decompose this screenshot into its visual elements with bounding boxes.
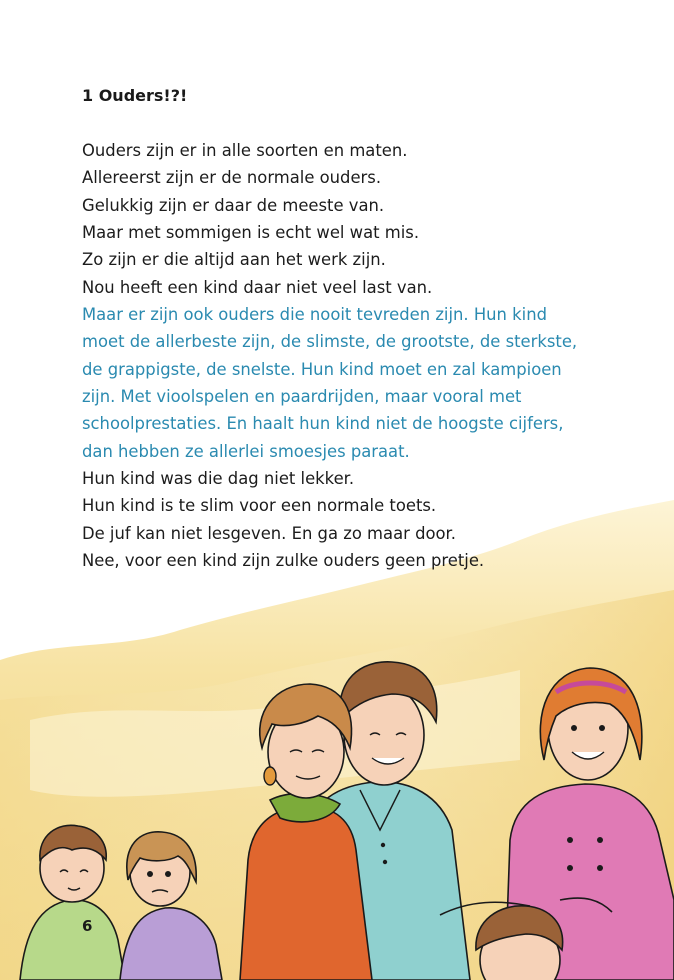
text-line: Ouders zijn er in alle soorten en maten. (82, 141, 408, 160)
text-line: Nou heeft een kind daar niet veel last van. (82, 277, 433, 297)
text-line: Nee, voor een kind zijn zulke ouders geen pretje. (82, 551, 485, 571)
text-line: Hun kind was die dag niet lekker. (82, 469, 355, 489)
text-line: Allereerst zijn er de normale ouders. (82, 168, 382, 188)
text-line: De juf kan niet lesgeven. En ga zo maar door. (82, 523, 456, 543)
highlighted-text-line: dan hebben ze allerlei smoesjes paraat. (82, 441, 410, 461)
chapter-body (82, 137, 642, 575)
highlighted-text-line: schoolprestaties. En haalt hun kind niet de hoogste cijfers, (82, 414, 564, 434)
text-line: Gelukkig zijn er daar de meeste van. (82, 195, 385, 215)
highlighted-text-line: de grappigste, de snelste. Hun kind moet en zal kampioen (82, 359, 562, 379)
highlighted-text-line: moet de allerbeste zijn, de slimste, de grootste, de sterkste, (82, 332, 578, 352)
text-line: Maar met sommigen is echt wel wat mis. (82, 223, 420, 243)
chapter-title: 1 Ouders!?! (82, 86, 188, 105)
highlighted-text-line: Maar er zijn ook ouders die nooit tevreden zijn. Hun kind (82, 305, 547, 325)
text-line: Zo zijn er die altijd aan het werk zijn. (82, 250, 386, 270)
page-number: 6 (82, 917, 93, 935)
text-line: Hun kind is te slim voor een normale toets. (82, 496, 437, 516)
highlighted-text-line: zijn. Met vioolspelen en paardrijden, maar vooral met (82, 387, 522, 407)
